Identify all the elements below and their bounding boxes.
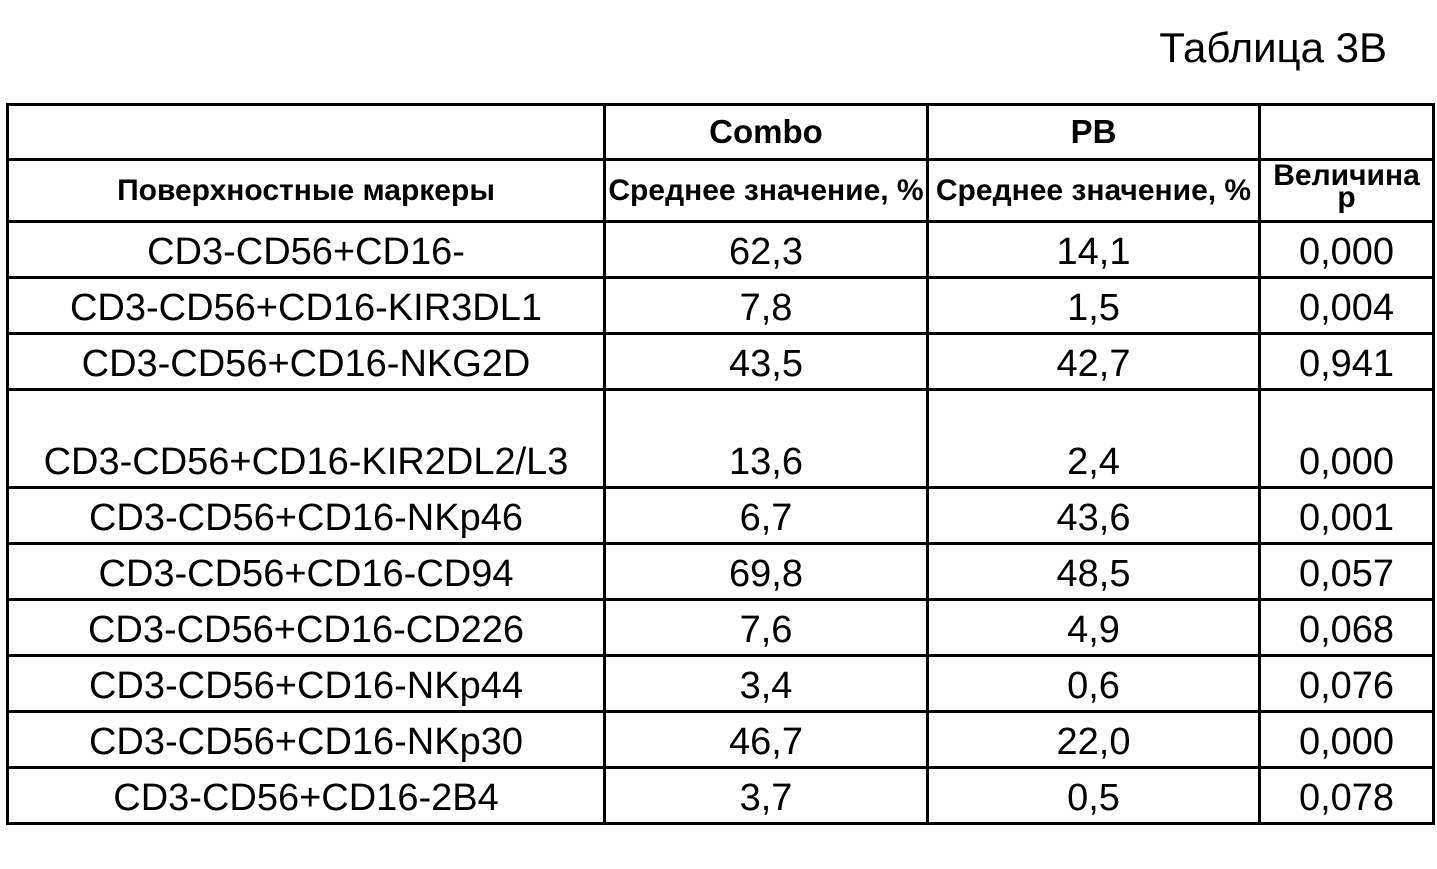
p-value-cell: 0,078 [1260,768,1434,824]
marker-cell: CD3-CD56+CD16-NKp44 [8,656,605,712]
pb-cell: 1,5 [928,278,1260,334]
table-row [8,222,1434,278]
p-value-cell: 0,941 [1260,334,1434,390]
p-value-cell: 0,001 [1260,488,1434,544]
table-row [8,544,1434,600]
header-group-empty [8,105,605,160]
combo-cell: 7,8 [605,278,928,334]
marker-cell: CD3-CD56+CD16-NKp46 [8,488,605,544]
table-row [8,334,1434,390]
header-column-row [8,160,1434,222]
table-row [8,712,1434,768]
combo-cell: 3,4 [605,656,928,712]
p-value-cell: 0,004 [1260,278,1434,334]
combo-cell: 46,7 [605,712,928,768]
pb-cell: 0,5 [928,768,1260,824]
combo-cell: 62,3 [605,222,928,278]
combo-cell: 3,7 [605,768,928,824]
pb-cell: 43,6 [928,488,1260,544]
header-combo-mean: Среднее значение, % [605,160,928,222]
data-table [6,103,1435,825]
pb-cell: 14,1 [928,222,1260,278]
p-value-cell: 0,076 [1260,656,1434,712]
table-row [8,768,1434,824]
header-p-value: Величина p [1260,160,1434,222]
pb-cell: 0,6 [928,656,1260,712]
table-row [8,278,1434,334]
p-value-cell: 0,000 [1260,712,1434,768]
combo-cell: 13,6 [605,390,928,488]
pb-cell: 42,7 [928,334,1260,390]
p-value-cell: 0,000 [1260,390,1434,488]
header-group-combo: Combo [605,105,928,160]
table-row [8,488,1434,544]
combo-cell: 69,8 [605,544,928,600]
table-caption: Таблица 3В [1159,24,1387,71]
combo-cell: 7,6 [605,600,928,656]
header-group-empty-right [1260,105,1434,160]
header-pb-mean: Среднее значение, % [928,160,1260,222]
p-value-cell: 0,057 [1260,544,1434,600]
table-row [8,600,1434,656]
marker-cell: CD3-CD56+CD16-CD226 [8,600,605,656]
table-row [8,656,1434,712]
header-group-row [8,105,1434,160]
pb-cell: 4,9 [928,600,1260,656]
pb-cell: 48,5 [928,544,1260,600]
combo-cell: 43,5 [605,334,928,390]
combo-cell: 6,7 [605,488,928,544]
pb-cell: 22,0 [928,712,1260,768]
p-value-cell: 0,000 [1260,222,1434,278]
pb-cell: 2,4 [928,390,1260,488]
marker-cell: CD3-CD56+CD16-KIR2DL2/L3 [8,390,605,488]
marker-cell: CD3-CD56+CD16- [8,222,605,278]
table-row [8,390,1434,488]
p-value-cell: 0,068 [1260,600,1434,656]
header-markers: Поверхностные маркеры [8,160,605,222]
marker-cell: CD3-CD56+CD16-KIR3DL1 [8,278,605,334]
marker-cell: CD3-CD56+CD16-CD94 [8,544,605,600]
header-group-pb: PB [928,105,1260,160]
marker-cell: CD3-CD56+CD16-NKG2D [8,334,605,390]
marker-cell: CD3-CD56+CD16-2B4 [8,768,605,824]
marker-cell: CD3-CD56+CD16-NKp30 [8,712,605,768]
